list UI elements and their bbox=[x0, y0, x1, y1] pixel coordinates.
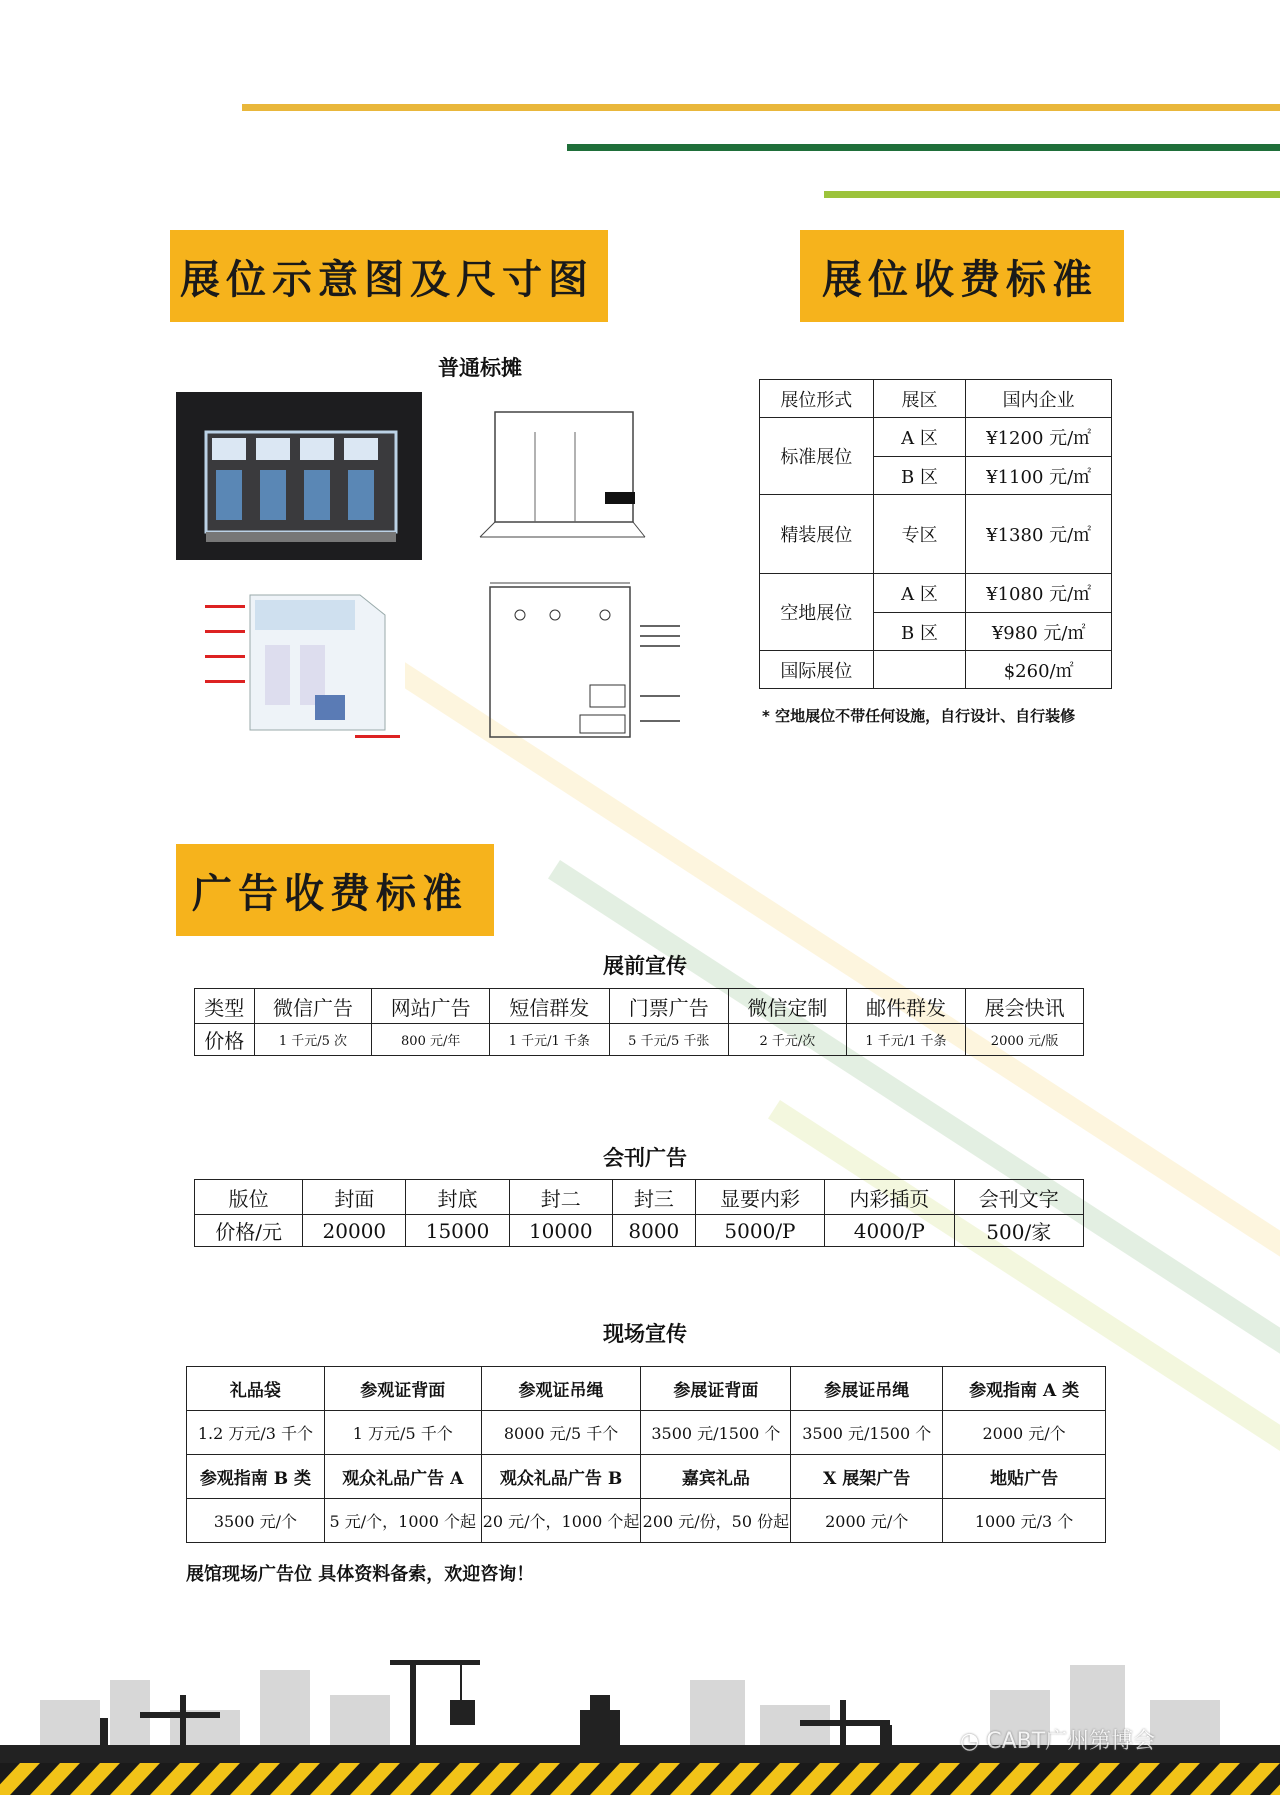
section-header-ad-fees bbox=[176, 844, 494, 936]
fee-header-domestic: 国内企业 bbox=[966, 380, 1112, 418]
pre-show-table bbox=[194, 988, 1084, 1056]
section-header-booth-fees bbox=[800, 230, 1124, 322]
fee-price-cell: ¥1200 元/㎡ bbox=[966, 418, 1112, 457]
journal-header-cell: 封三 bbox=[612, 1180, 695, 1215]
section-title: 广告收费标准 bbox=[192, 870, 468, 917]
onsite-value-cell: 1.2 万元/3 千个 bbox=[187, 1411, 325, 1455]
top-stripe-green-dark bbox=[567, 144, 1280, 151]
pre-value-cell: 2 千元/次 bbox=[729, 1024, 847, 1056]
fee-note: * 空地展位不带任何设施，自行设计、自行装修 bbox=[762, 707, 1076, 725]
onsite-header-cell: 参展证背面 bbox=[641, 1367, 791, 1411]
journal-subtitle: 会刊广告 bbox=[603, 1146, 687, 1170]
journal-header-cell: 显要内彩 bbox=[695, 1180, 824, 1215]
fee-price-cell: ¥1080 元/㎡ bbox=[966, 574, 1112, 613]
booth-subtitle: 普通标摊 bbox=[438, 356, 522, 380]
pre-value-cell: 5 千元/5 千张 bbox=[609, 1024, 728, 1056]
onsite-value-cell: 200 元/份，50 份起 bbox=[641, 1499, 791, 1543]
journal-table bbox=[194, 1179, 1084, 1247]
journal-value-cell: 10000 bbox=[509, 1215, 612, 1247]
watermark-text: CABT广州第博会 bbox=[986, 1729, 1156, 1754]
journal-value-cell: 价格/元 bbox=[195, 1215, 303, 1247]
onsite-header-cell: 礼品袋 bbox=[187, 1367, 325, 1411]
onsite-header-cell: 参观证背面 bbox=[324, 1367, 481, 1411]
pre-value-cell: 1 千元/1 千条 bbox=[490, 1024, 609, 1056]
fee-zone-cell: B 区 bbox=[873, 457, 966, 495]
pre-header-cell: 类型 bbox=[195, 989, 255, 1024]
fee-type-cell: 国际展位 bbox=[760, 651, 874, 689]
booth-fee-table bbox=[759, 379, 1112, 689]
onsite-header-cell: 参观证吊绳 bbox=[481, 1367, 641, 1411]
onsite-table bbox=[186, 1366, 1106, 1543]
journal-value-cell: 4000/P bbox=[825, 1215, 954, 1247]
pre-value-cell: 800 元/年 bbox=[372, 1024, 490, 1056]
fee-header-zone: 展区 bbox=[873, 380, 966, 418]
onsite-value-cell: 3500 元/个 bbox=[187, 1499, 325, 1543]
fee-zone-cell: 专区 bbox=[873, 495, 966, 574]
journal-header-cell: 会刊文字 bbox=[954, 1180, 1083, 1215]
watermark bbox=[960, 1724, 1260, 1755]
pre-header-cell: 短信群发 bbox=[490, 989, 609, 1024]
journal-value-cell: 500/家 bbox=[954, 1215, 1083, 1247]
pre-header-cell: 邮件群发 bbox=[846, 989, 965, 1024]
onsite-header-cell: 嘉宾礼品 bbox=[641, 1455, 791, 1499]
fee-zone-cell bbox=[873, 651, 966, 689]
onsite-value-cell: 3500 元/1500 个 bbox=[791, 1411, 943, 1455]
pre-header-cell: 展会快讯 bbox=[966, 989, 1084, 1024]
journal-header-cell: 内彩插页 bbox=[825, 1180, 954, 1215]
booth-photo-dark bbox=[176, 392, 422, 560]
wechat-icon: ◔ bbox=[960, 1729, 980, 1754]
journal-value-cell: 8000 bbox=[612, 1215, 695, 1247]
skyline-illustration bbox=[0, 1640, 1280, 1795]
booth-render-light bbox=[195, 575, 405, 750]
fee-zone-cell: A 区 bbox=[873, 418, 966, 457]
footer-note: 展馆现场广告位 具体资料备索，欢迎咨询！ bbox=[186, 1564, 535, 1585]
fee-zone-cell: B 区 bbox=[873, 613, 966, 651]
journal-header-cell: 封面 bbox=[303, 1180, 406, 1215]
onsite-header-cell: 参观指南 A 类 bbox=[943, 1367, 1106, 1411]
section-title: 展位示意图及尺寸图 bbox=[180, 256, 594, 303]
journal-value-cell: 5000/P bbox=[695, 1215, 824, 1247]
pre-value-cell: 1 千元/5 次 bbox=[254, 1024, 372, 1056]
onsite-value-cell: 20 元/个，1000 个起 bbox=[481, 1499, 641, 1543]
fee-price-cell: ¥1380 元/㎡ bbox=[966, 495, 1112, 574]
pre-show-subtitle: 展前宣传 bbox=[603, 954, 687, 978]
pre-value-cell: 1 千元/1 千条 bbox=[846, 1024, 965, 1056]
booth-drawing-front bbox=[475, 392, 650, 557]
top-stripe-green-light bbox=[824, 191, 1280, 198]
onsite-header-cell: 参展证吊绳 bbox=[791, 1367, 943, 1411]
onsite-subtitle: 现场宣传 bbox=[603, 1322, 687, 1346]
pre-header-cell: 门票广告 bbox=[609, 989, 728, 1024]
pre-header-cell: 网站广告 bbox=[372, 989, 490, 1024]
pre-value-label: 价格 bbox=[195, 1024, 255, 1056]
fee-zone-cell: A 区 bbox=[873, 574, 966, 613]
onsite-value-cell: 2000 元/个 bbox=[791, 1499, 943, 1543]
pre-header-cell: 微信定制 bbox=[729, 989, 847, 1024]
booth-drawing-floorplan bbox=[470, 575, 690, 750]
onsite-value-cell: 8000 元/5 千个 bbox=[481, 1411, 641, 1455]
onsite-value-cell: 1000 元/3 个 bbox=[943, 1499, 1106, 1543]
onsite-header-cell: X 展架广告 bbox=[791, 1455, 943, 1499]
journal-header-cell: 封二 bbox=[509, 1180, 612, 1215]
fee-price-cell: ¥1100 元/㎡ bbox=[966, 457, 1112, 495]
section-header-booth-diagram bbox=[170, 230, 608, 322]
journal-header-cell: 封底 bbox=[406, 1180, 509, 1215]
diagonal-band-green bbox=[548, 860, 1280, 1369]
onsite-value-cell: 2000 元/个 bbox=[943, 1411, 1106, 1455]
fee-price-cell: $260/㎡ bbox=[966, 651, 1112, 689]
fee-price-cell: ¥980 元/㎡ bbox=[966, 613, 1112, 651]
pre-header-cell: 微信广告 bbox=[254, 989, 372, 1024]
fee-type-cell: 标准展位 bbox=[760, 418, 874, 495]
journal-value-cell: 20000 bbox=[303, 1215, 406, 1247]
fee-type-cell: 精装展位 bbox=[760, 495, 874, 574]
onsite-header-cell: 地贴广告 bbox=[943, 1455, 1106, 1499]
section-title: 展位收费标准 bbox=[822, 256, 1098, 303]
fee-header-type: 展位形式 bbox=[760, 380, 874, 418]
onsite-header-cell: 参观指南 B 类 bbox=[187, 1455, 325, 1499]
onsite-header-cell: 观众礼品广告 A bbox=[324, 1455, 481, 1499]
pre-value-cell: 2000 元/版 bbox=[966, 1024, 1084, 1056]
onsite-header-cell: 观众礼品广告 B bbox=[481, 1455, 641, 1499]
onsite-value-cell: 5 元/个，1000 个起 bbox=[324, 1499, 481, 1543]
journal-header-cell: 版位 bbox=[195, 1180, 303, 1215]
fee-type-cell: 空地展位 bbox=[760, 574, 874, 651]
top-stripe-yellow bbox=[242, 104, 1280, 111]
journal-value-cell: 15000 bbox=[406, 1215, 509, 1247]
onsite-value-cell: 3500 元/1500 个 bbox=[641, 1411, 791, 1455]
onsite-value-cell: 1 万元/5 千个 bbox=[324, 1411, 481, 1455]
